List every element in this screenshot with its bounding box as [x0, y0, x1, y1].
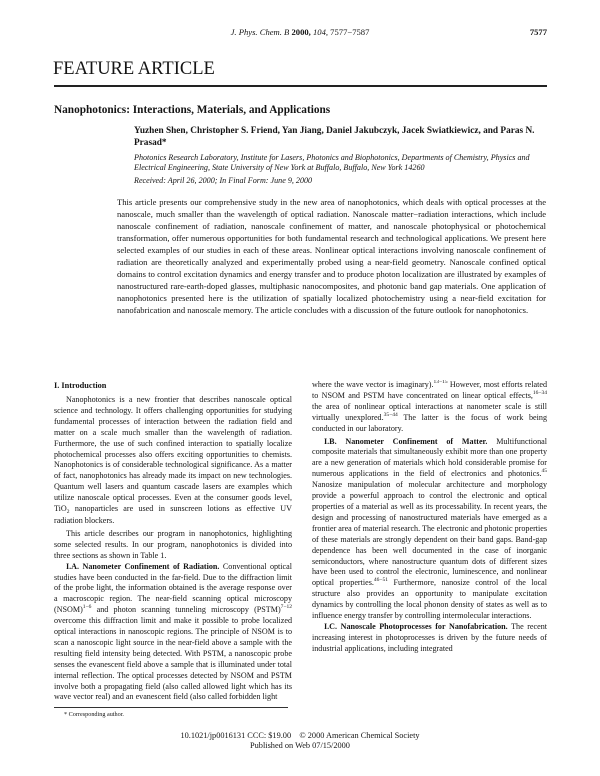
- ib-text: Furthermore, nanosize control of the local structure also provides an opportunity to manipulate excitation dynamics by controlling the local phonon density of states as well as to influence energy transfer by controlling intermolecular interactions.: [312, 578, 547, 621]
- journal-name: J. Phys. Chem. B: [230, 27, 290, 37]
- citation[interactable]: 46−51: [373, 577, 389, 584]
- ia-text: overcome this diffraction limit and make it possible to probe localized optical interactions in nanoscopic regions. The principle of NSOM is to scan a nanoscopic light source in the near-field above a sample with the resulting field intensity being detected. With PSTM, a nanoscopic probe senses the evanescent field above a sample that is illuminated under total internal reflection. The optical processes detected by NSOM and PSTM involve both a propagating field (also called allowed light which has its wave vector real) and an evanescent field (also called forbidden light: [54, 616, 292, 702]
- journal-year: 2000,: [291, 27, 311, 37]
- page-footer: [0, 731, 600, 751]
- ic-text: The recent increasing interest in photoprocesses is driven by the future needs of industrial applications, including integrated: [312, 621, 547, 653]
- section-ib-paragraph: [312, 437, 547, 622]
- right-column: [312, 380, 547, 655]
- journal-pages: 7577−7587: [330, 27, 370, 37]
- section-ia-heading: I.A. Nanometer Confinement of Radiation.: [66, 561, 220, 571]
- doi-copyright-line: 10.1021/jp0016131 CCC: $19.00 © 2000 American Chemical Society: [180, 731, 420, 740]
- article-title: Nanophotonics: Interactions, Materials, and Applications: [54, 104, 331, 116]
- citation[interactable]: 13−15: [433, 380, 448, 385]
- section-ia-paragraph-continued: [312, 380, 547, 435]
- feature-label: FEATURE ARTICLE: [53, 59, 215, 79]
- section-heading-introduction: I. Introduction: [54, 381, 107, 390]
- ia-text: the: [312, 401, 322, 411]
- page-number: 7577: [529, 27, 547, 37]
- section-ia-paragraph: [54, 562, 292, 704]
- citation[interactable]: 1−6: [82, 604, 92, 611]
- ia-text: most efforts related to NSOM and PSTM have concentrated on linear optical effects,: [312, 380, 547, 400]
- ia-text: Conventional optical studies have been conducted in the far-field. Due to the diffraction limit of the probe light, the information obtained is the average response over a macroscopic region. The near-field scanning optical microscopy (NSOM): [54, 561, 292, 615]
- footnote-corresponding-author: * Corresponding author.: [64, 711, 124, 718]
- abstract: This article presents our comprehensive study in the new area of nanophotonics, which deals with optical processes at the nanoscale, much smaller than the wavelength of optical radiation. Nanoscale matter−radiation interactions, which include nanoscale confinement of radiation, nanoscale confinement of matter, and nanoscale photophysical or photochemical transformation, offer numerous opportunities for both fundamental research and technological applications. We present here selected examples of our studies in each of these areas. Nonlinear optical interactions involving nanoscale confinement of radiation are theoretically analyzed and experimentally probed using a near-field geometry. Nanoscale confined optical domains to control excitation dynamics and energy transfer and to produce photon localization are illustrated by examples of nanostructured rare-earth-doped glasses, multiphasic nanocomposites, and photonic band gap materials. One application of nanophotonics presented here is the utilization of spatially localized photochemistry using a near-field excitation for nanofabrication and nanoscale memory. The article concludes with a discussion of the future outlook for nanophotonics.: [117, 197, 546, 315]
- ia-text: where the wave vector is imaginary).: [312, 380, 434, 389]
- footnote-rule: [54, 707, 288, 708]
- ia-text: latter is the focus of work being conducted in our laboratory.: [312, 412, 547, 433]
- running-head: [0, 27, 600, 37]
- ib-text: Multifunctional composite materials that simultaneously exhibit more than one property are a new generation of materials which hold considerable promise for numerous applications in the field of electronics and photonics.: [312, 436, 547, 479]
- citation[interactable]: 35−44: [383, 411, 398, 418]
- affiliation: Photonics Research Laboratory, Institute for Lasers, Photonics and Biophotonics, Departments of Chemistry, Physics and Electrical Engineering, State University of New York at Buffalo, Buffalo, New York 14260: [134, 153, 530, 173]
- section-ic-heading: I.C. Nanoscale Photoprocesses for Nanofabrication.: [324, 621, 508, 631]
- publication-date: Published on Web 07/15/2000: [250, 740, 350, 750]
- author-list: Yuzhen Shen, Christopher S. Friend, Yan Jiang, Daniel Jakubczyk, Jacek Swiatkiewicz, and Paras N. Prasad*: [134, 126, 535, 148]
- intro-text: Nanophotonics is a new frontier that describes nanoscale optical science and technology. It offers challenging opportunities for studying fundamental processes of interaction between the radiation field and matter on a scale much smaller than the wavelength of radiation. Furthermore, the use of such confined interaction to spatially localize photochemical processes also offers exciting opportunities to chemists. Nanophotonics is of considerable technological significance. As a matter of fact, nanophotonics has already made its impact on new technologies. Quantum well lasers and quantum cascade lasers are examples which utilize nanoscale optical processes. Even at the consumer goods level,: [54, 395, 292, 503]
- section-ic-paragraph: [312, 622, 547, 655]
- ia-text: However,: [447, 380, 482, 389]
- tio2-formula: TiO: [54, 504, 67, 514]
- section-ib-heading: I.B. Nanometer Confinement of Matter.: [324, 436, 488, 446]
- citation[interactable]: 45: [541, 468, 547, 475]
- intro-paragraph-2: This article describes our program in nanophotonics, highlighting some selected results. In our program, nanophotonics is divided into three sections as shown in Table 1.: [54, 528, 292, 560]
- ia-text: area of nonlinear optical interactions at nanometer scale is still virtually unexplored.: [312, 401, 547, 422]
- ib-text: Nanosize manipulation of molecular architecture and morphology provide a powerful approach to control the electronic and optical properties of a material as well as its processability. In recent years, the design and processing of nanostructured materials have emerged as a frontier area of material research. The electronic and photonic properties of these materials are strongly dependent on their band gaps. Band-gap dependence has been well documented in the case of inorganic semiconductors, where nanostructure quantum dots of different sizes have been used to control the electronic, luminescence, and nonlinear optical properties.: [312, 480, 547, 588]
- intro-text-end: nanoparticles are used in sunscreen lotions as effective UV radiation blockers.: [54, 504, 292, 525]
- journal-volume: 104,: [312, 27, 329, 37]
- ia-text: and photon scanning tunneling microscopy (PSTM): [91, 605, 281, 615]
- header-rule: [54, 85, 547, 87]
- citation[interactable]: 7−12: [280, 604, 292, 611]
- ia-text: The: [397, 412, 416, 422]
- left-column: [54, 380, 292, 703]
- citation[interactable]: 16−34: [532, 389, 547, 396]
- received-dates: Received: April 26, 2000; In Final Form: June 9, 2000: [134, 176, 313, 185]
- intro-paragraph-1: [54, 395, 292, 527]
- tio2-subscript: 2: [66, 509, 70, 516]
